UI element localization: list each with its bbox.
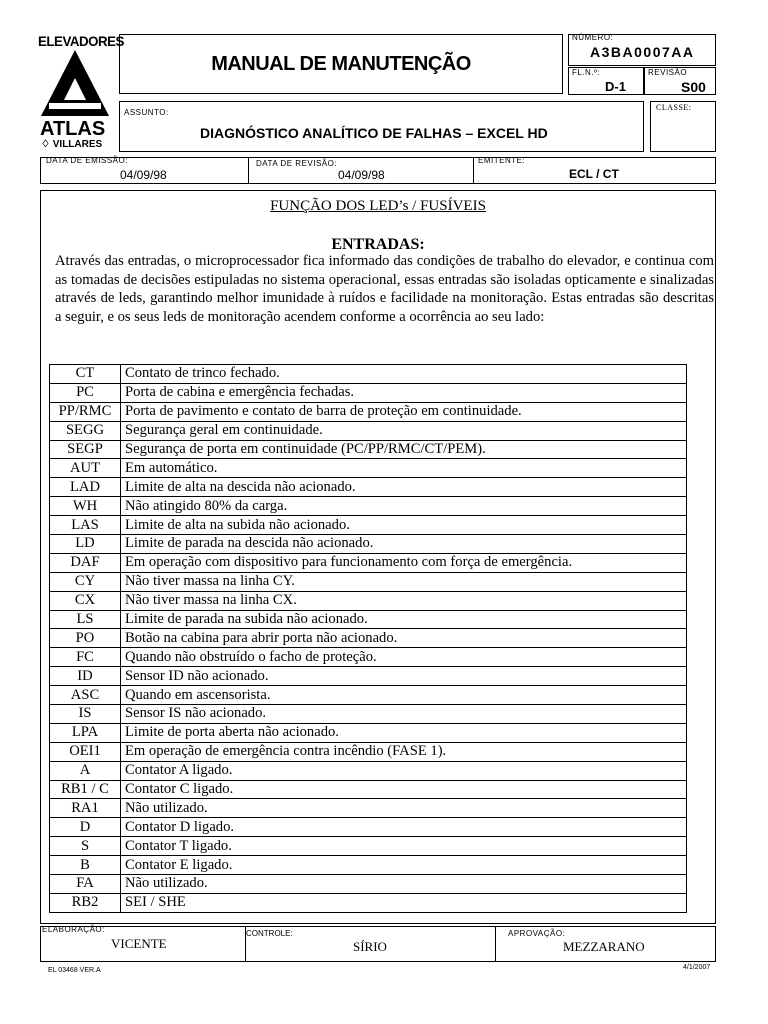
table-row <box>50 723 687 742</box>
description-cell: Segurança geral em continuidade. <box>121 421 687 440</box>
description-cell: Em automático. <box>121 459 687 478</box>
table-row <box>50 535 687 554</box>
code-cell: WH <box>50 497 121 516</box>
section-title: FUNÇÃO DOS LED’s / FUSÍVEIS <box>270 198 486 214</box>
code-cell: CY <box>50 572 121 591</box>
code-cell: SEGG <box>50 421 121 440</box>
form-code: EL 03468 VER.A <box>48 967 101 974</box>
code-cell: OEI1 <box>50 742 121 761</box>
description-cell: Botão na cabina para abrir porta não acionado. <box>121 629 687 648</box>
classe-label: CLASSE: <box>656 103 692 112</box>
table-row <box>50 402 687 421</box>
code-cell: RB2 <box>50 893 121 912</box>
shield-icon: ♢ <box>41 139 50 150</box>
revisao-data-label: DATA DE REVISÃO: <box>256 159 338 168</box>
table-row <box>50 365 687 384</box>
table-row <box>50 383 687 402</box>
code-cell: AUT <box>50 459 121 478</box>
logo-top-text: ELEVADORES <box>38 33 124 49</box>
controle-value: SÍRIO <box>353 939 387 954</box>
controle-label: CONTROLE: <box>246 929 293 938</box>
code-cell: FC <box>50 648 121 667</box>
revisao-value: S00 <box>681 79 706 95</box>
table-row <box>50 572 687 591</box>
code-cell: LPA <box>50 723 121 742</box>
assunto-label: ASSUNTO: <box>124 108 169 117</box>
code-cell: CX <box>50 591 121 610</box>
codes-table <box>49 364 687 913</box>
emissao-value: 04/09/98 <box>120 168 167 182</box>
intro-paragraph: Através das entradas, o microprocessador fica informado das condições de trabalho do elevador, e continua com as tomadas de decisões estipuladas no sistema operacional, essas entradas são isoladas opticamente e sinalizadas através de leds, garantindo melhor imunidade à ruídos e facilidade na monitoração. Estas entradas são descritas a seguir, e os seus leds de monitoração acendem conforme a ocorrência ao seu lado: <box>55 253 714 325</box>
description-cell: Porta de cabina e emergência fechadas. <box>121 383 687 402</box>
code-cell: LS <box>50 610 121 629</box>
table-row <box>50 761 687 780</box>
table-row <box>50 440 687 459</box>
numero-label: NÚMERO: <box>572 33 614 42</box>
table-row <box>50 742 687 761</box>
description-cell: Em operação de emergência contra incêndio (FASE 1). <box>121 742 687 761</box>
logo-name: ATLAS <box>40 118 106 140</box>
description-cell: Não tiver massa na linha CY. <box>121 572 687 591</box>
table-row <box>50 459 687 478</box>
entradas-title: ENTRADAS: <box>331 236 425 253</box>
description-cell: Limite de porta aberta não acionado. <box>121 723 687 742</box>
print-date: 4/1/2007 <box>683 964 711 971</box>
table-row <box>50 421 687 440</box>
description-cell: Sensor IS não acionado. <box>121 705 687 724</box>
table-row <box>50 629 687 648</box>
description-cell: Contato de trinco fechado. <box>121 365 687 384</box>
numero-value: A3BA0007AA <box>590 44 695 60</box>
description-cell: Quando não obstruído o facho de proteção. <box>121 648 687 667</box>
elaboracao-value: VICENTE <box>111 936 167 951</box>
assunto-value: DIAGNÓSTICO ANALÍTICO DE FALHAS – EXCEL HD <box>200 125 548 141</box>
code-cell: DAF <box>50 553 121 572</box>
description-cell: Não tiver massa na linha CX. <box>121 591 687 610</box>
description-cell: Limite de parada na descida não acionado. <box>121 535 687 554</box>
fln-label: FL.N.º: <box>572 68 601 77</box>
revisao-data-value: 04/09/98 <box>338 168 385 182</box>
description-cell: SEI / SHE <box>121 893 687 912</box>
description-cell: Limite de parada na subida não acionado. <box>121 610 687 629</box>
code-cell: PO <box>50 629 121 648</box>
divider <box>473 157 474 184</box>
code-cell: ID <box>50 667 121 686</box>
elaboracao-label: ELABORAÇÃO: <box>42 925 105 934</box>
code-cell: S <box>50 837 121 856</box>
table-row <box>50 780 687 799</box>
code-cell: SEGP <box>50 440 121 459</box>
table-row <box>50 553 687 572</box>
table-row <box>50 591 687 610</box>
table-row <box>50 648 687 667</box>
emitente-label: EMITENTE: <box>478 156 526 165</box>
description-cell: Quando em ascensorista. <box>121 686 687 705</box>
code-cell: RB1 / C <box>50 780 121 799</box>
table-row <box>50 856 687 875</box>
table-row <box>50 705 687 724</box>
description-cell: Limite de alta na descida não acionado. <box>121 478 687 497</box>
atlas-logo-icon <box>39 48 111 118</box>
aprovacao-label: APROVAÇÃO: <box>508 929 566 938</box>
description-cell: Não utilizado. <box>121 799 687 818</box>
description-cell: Segurança de porta em continuidade (PC/PP/RMC/CT/PEM). <box>121 440 687 459</box>
table-row <box>50 686 687 705</box>
code-cell: LAD <box>50 478 121 497</box>
description-cell: Porta de pavimento e contato de barra de proteção em continuidade. <box>121 402 687 421</box>
emissao-label: DATA DE EMISSÃO: <box>46 156 128 165</box>
fln-value: D-1 <box>605 79 626 94</box>
description-cell: Contator T ligado. <box>121 837 687 856</box>
code-cell: PP/RMC <box>50 402 121 421</box>
table-row <box>50 516 687 535</box>
table-row <box>50 610 687 629</box>
aprovacao-value: MEZZARANO <box>563 939 645 954</box>
code-cell: FA <box>50 875 121 894</box>
code-cell: IS <box>50 705 121 724</box>
description-cell: Contator A ligado. <box>121 761 687 780</box>
code-cell: PC <box>50 383 121 402</box>
description-cell: Contator D ligado. <box>121 818 687 837</box>
code-cell: LAS <box>50 516 121 535</box>
divider <box>248 157 249 184</box>
code-cell: RA1 <box>50 799 121 818</box>
logo-sub: ♢ VILLARES <box>41 139 103 150</box>
code-cell: A <box>50 761 121 780</box>
code-cell: B <box>50 856 121 875</box>
description-cell: Não utilizado. <box>121 875 687 894</box>
table-row <box>50 667 687 686</box>
divider <box>495 926 496 962</box>
table-row <box>50 837 687 856</box>
emitente-value: ECL / CT <box>569 167 619 181</box>
code-cell: ASC <box>50 686 121 705</box>
table-row <box>50 478 687 497</box>
table-row <box>50 875 687 894</box>
page-title: MANUAL DE MANUTENÇÃO <box>211 52 471 75</box>
description-cell: Limite de alta na subida não acionado. <box>121 516 687 535</box>
table-row <box>50 799 687 818</box>
description-cell: Não atingido 80% da carga. <box>121 497 687 516</box>
description-cell: Contator E ligado. <box>121 856 687 875</box>
table-row <box>50 497 687 516</box>
code-cell: D <box>50 818 121 837</box>
code-cell: LD <box>50 535 121 554</box>
description-cell: Em operação com dispositivo para funcionamento com força de emergência. <box>121 553 687 572</box>
code-cell: CT <box>50 365 121 384</box>
revisao-label: REVISÃO <box>648 68 688 77</box>
description-cell: Contator C ligado. <box>121 780 687 799</box>
table-row <box>50 893 687 912</box>
table-row <box>50 818 687 837</box>
description-cell: Sensor ID não acionado. <box>121 667 687 686</box>
